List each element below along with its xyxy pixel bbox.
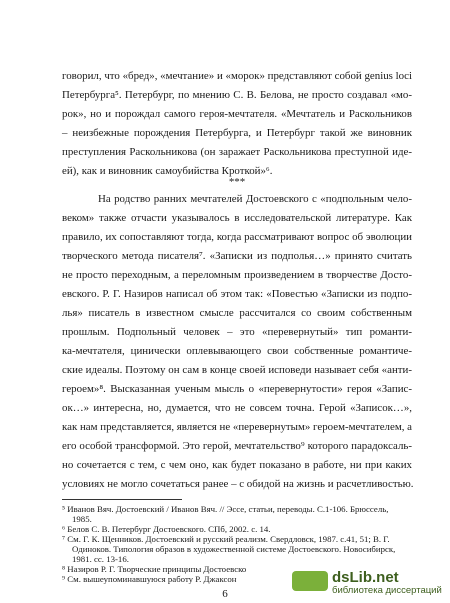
section-separator: *** — [228, 176, 246, 188]
body-line: рок», но и порождал самого героя-мечтателя. «Мечтатель и Раскольников — [62, 108, 412, 120]
footnote: ⁶ Белов С. В. Петербург Достоевского. СПб, 2002. с. 14. — [62, 524, 271, 534]
footnote: Одиноков. Типология образов в художественной системе Достоевского. Новосибирск, — [72, 544, 396, 554]
body-line: ок…» интересна, но, думается, что не совсем точна. Герой «Записок…», — [62, 402, 412, 414]
body-line: его особой трансформой. Это герой, мечтательство⁹ которого парадоксаль- — [62, 440, 412, 452]
body-line: прошлым. Подпольный человек – это «перевернутый» тип романти- — [62, 326, 412, 338]
body-line: не просто переходным, а переломным произведением в творчестве Досто- — [62, 269, 412, 281]
body-line: но сочетается с тем, с чем оно, как будет показано в работе, ни при каких — [62, 459, 412, 471]
body-line: На родство ранних мечтателей Достоевского с «подпольным чело- — [98, 193, 412, 205]
body-line: евского. Р. Г. Назиров написал об этом так: «Повестью «Записки из подпо- — [62, 288, 412, 300]
body-line: как нам представляется, является не «перевернутым» героем-мечтателем, а — [62, 421, 412, 433]
body-line: правило, их сопоставляют тогда, когда рассматривают вопрос об эволюции — [62, 231, 412, 243]
watermark-subtitle: библиотека диссертаций — [332, 585, 442, 596]
footnote: 1985. — [72, 514, 92, 524]
body-line: Петербурга⁵. Петербург, по мнению С. В. Белова, не просто создавал «мо- — [62, 89, 412, 101]
body-line: условиях не могло сочетаться ранее – с обидой на жизнь и расчетливостью. — [62, 478, 414, 490]
body-line: веком» также отчасти указывалось в исследовательской литературе. Как — [62, 212, 412, 224]
page-number: 6 — [222, 588, 228, 600]
body-line: – неизбежные порождения Петербурга, и Петербург такой же виновник — [62, 127, 412, 139]
body-line: говорил, что «бред», «мечтание» и «морок» представляют собой genius loci — [62, 70, 412, 82]
footnote: ⁵ Иванов Вяч. Достоевский / Иванов Вяч. // Эссе, статьи, переводы. С.1-106. Брюссель, — [62, 504, 389, 514]
body-line: ка-мечтателя, цинически оплевывающего свои собственные романтиче- — [62, 345, 412, 357]
watermark-logo-icon — [292, 571, 328, 591]
watermark — [292, 569, 442, 597]
body-line: преступления Раскольникова (он заражает Раскольникова преступной иде- — [62, 146, 412, 158]
body-line: лья» писатель в известном смысле рассчитался со своим собственным — [62, 307, 412, 319]
footnote: ⁸ Назиров Р. Г. Творческие принципы Достоевско — [62, 564, 247, 574]
footnote: ⁷ См. Г. К. Щенников. Достоевский и русский реализм. Свердловск, 1987. с.41, 51; В. Г. — [62, 534, 390, 544]
watermark-site: dsLib.net — [332, 569, 399, 586]
body-line: героем»⁸. Высказанная ученым мысль о «перевернутости» героя «Запис- — [62, 383, 412, 395]
body-line: ей), как и виновник самоубийства Кроткой»⁶. — [62, 165, 273, 177]
footnote-divider — [62, 499, 182, 500]
footnote: ⁹ См. вышеупоминавшуюся работу Р. Джаксон — [62, 574, 237, 584]
body-line: творческого метода писателя⁷. «Записки из подполья…» принято считать — [62, 250, 412, 262]
body-line: ские идеалы. Поэтому он сам в конце своей исповеди называет себя «анти- — [62, 364, 412, 376]
footnote: 1981. сс. 13-16. — [72, 554, 129, 564]
